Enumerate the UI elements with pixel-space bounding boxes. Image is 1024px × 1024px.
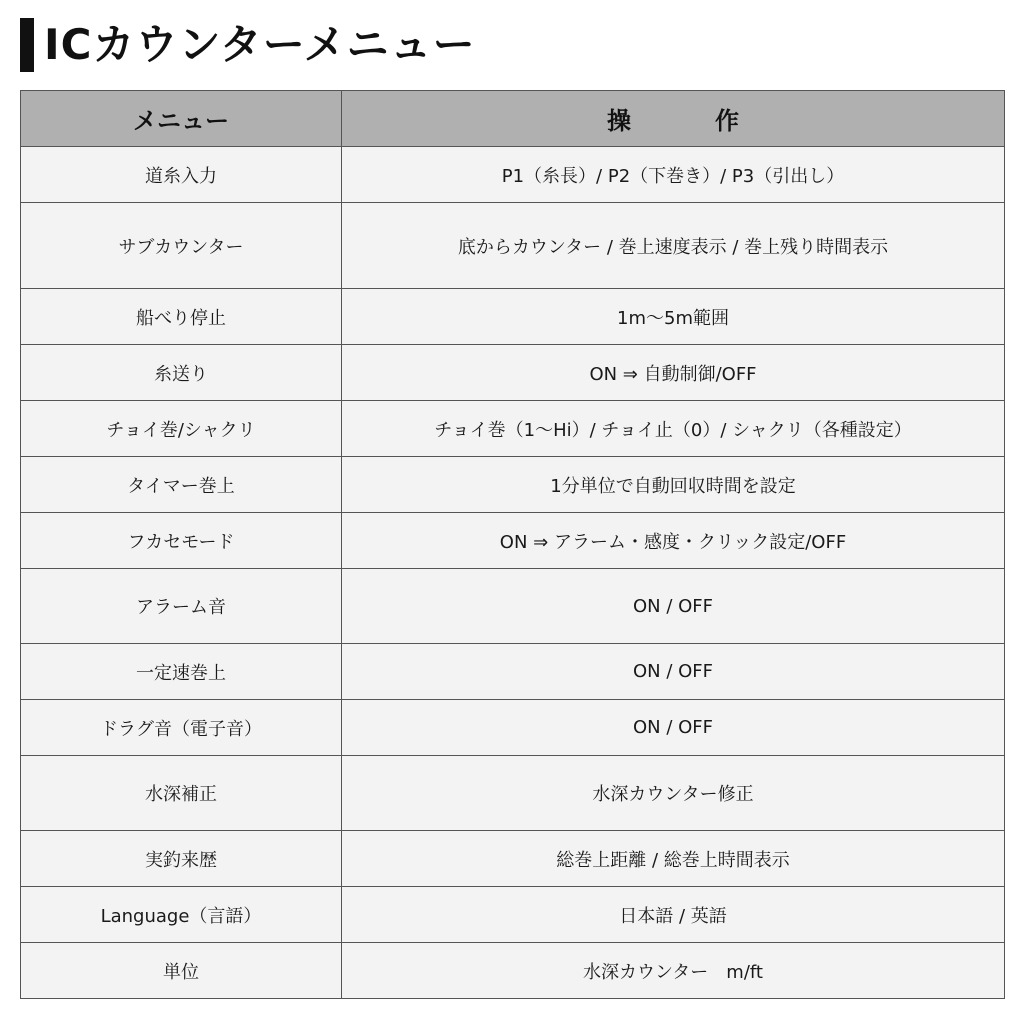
page-title: ICカウンターメニュー <box>44 20 476 69</box>
operation-cell: 水深カウンター m/ft <box>342 943 1005 999</box>
operation-cell: ON ⇒ 自動制御/OFF <box>342 345 1005 401</box>
menu-cell: ドラグ音（電子音） <box>21 700 342 756</box>
title-accent-bar <box>20 18 34 72</box>
table-row <box>21 569 1005 644</box>
table-row <box>21 513 1005 569</box>
menu-cell: チョイ巻/シャクリ <box>21 401 342 457</box>
menu-cell: 水深補正 <box>21 756 342 831</box>
menu-cell: アラーム音 <box>21 569 342 644</box>
menu-cell: サブカウンター <box>21 203 342 289</box>
menu-cell: 一定速巻上 <box>21 644 342 700</box>
table-row <box>21 644 1005 700</box>
operation-cell: チョイ巻（1〜Hi）/ チョイ止（0）/ シャクリ（各種設定） <box>342 401 1005 457</box>
menu-cell: タイマー巻上 <box>21 457 342 513</box>
table-row <box>21 887 1005 943</box>
menu-cell: 実釣来歴 <box>21 831 342 887</box>
menu-cell: 道糸入力 <box>21 147 342 203</box>
table-row <box>21 147 1005 203</box>
menu-cell: Language（言語） <box>21 887 342 943</box>
operation-cell: 総巻上距離 / 総巻上時間表示 <box>342 831 1005 887</box>
table-row <box>21 345 1005 401</box>
menu-cell: 糸送り <box>21 345 342 401</box>
table-row <box>21 457 1005 513</box>
menu-cell: 単位 <box>21 943 342 999</box>
table-row <box>21 203 1005 289</box>
menu-cell: フカセモード <box>21 513 342 569</box>
operation-cell: ON / OFF <box>342 644 1005 700</box>
operation-cell: 水深カウンター修正 <box>342 756 1005 831</box>
operation-cell: 1m〜5m範囲 <box>342 289 1005 345</box>
operation-cell: P1（糸長）/ P2（下巻き）/ P3（引出し） <box>342 147 1005 203</box>
operation-cell: 日本語 / 英語 <box>342 887 1005 943</box>
table-row <box>21 756 1005 831</box>
menu-cell: 船べり停止 <box>21 289 342 345</box>
header-operation: 操 作 <box>342 91 1005 147</box>
table-row <box>21 289 1005 345</box>
title-block <box>20 14 476 76</box>
table-row <box>21 700 1005 756</box>
header-menu: メニュー <box>21 91 342 147</box>
operation-cell: 1分単位で自動回収時間を設定 <box>342 457 1005 513</box>
operation-cell: 底からカウンター / 巻上速度表示 / 巻上残り時間表示 <box>342 203 1005 289</box>
table-row <box>21 831 1005 887</box>
operation-cell: ON / OFF <box>342 700 1005 756</box>
operation-cell: ON ⇒ アラーム・感度・クリック設定/OFF <box>342 513 1005 569</box>
menu-table <box>20 90 1005 999</box>
table-header-row <box>21 91 1005 147</box>
table-row <box>21 401 1005 457</box>
table-row <box>21 943 1005 999</box>
operation-cell: ON / OFF <box>342 569 1005 644</box>
